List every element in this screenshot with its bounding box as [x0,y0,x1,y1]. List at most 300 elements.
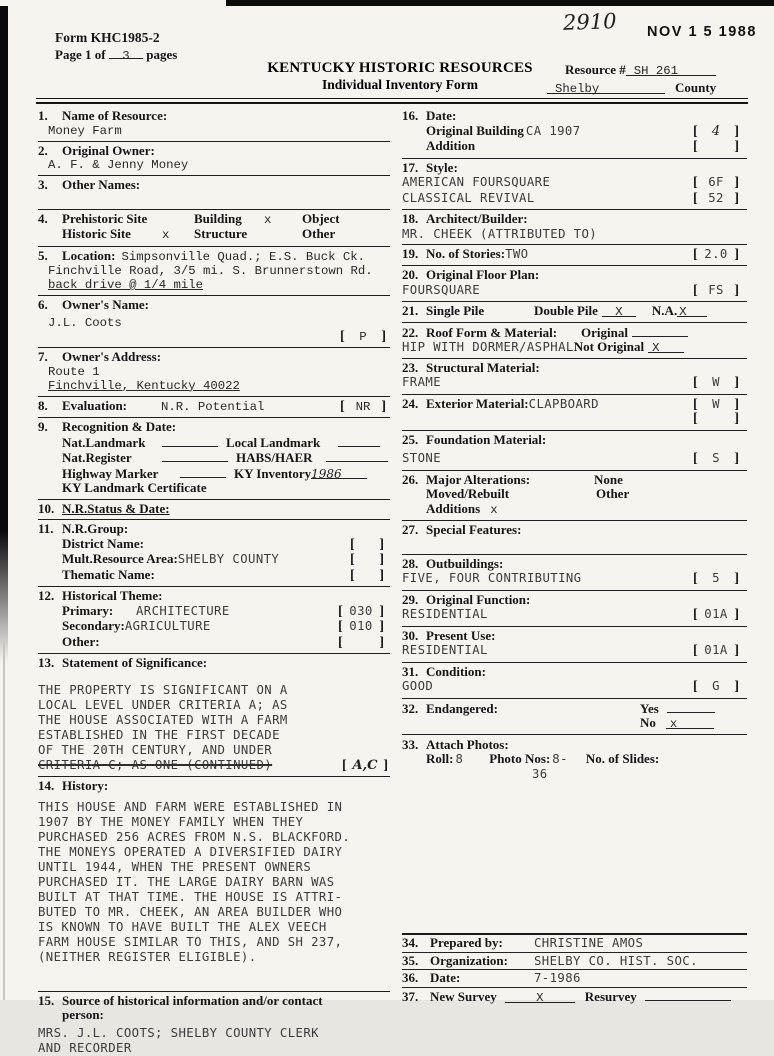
item-number: 8. [38,397,48,413]
nat-landmark-label: Nat.Landmark [62,434,146,450]
evaluation-value: N.R. Potential [161,399,265,414]
building-label: Building [194,210,242,226]
resurvey-label: Resurvey [584,988,637,1004]
field-19-no-of-stories [402,245,747,267]
bracket-open: [ [693,190,698,206]
local-landmark-label: Local Landmark [226,434,321,450]
object-label: Object [302,210,340,226]
nat-register-blank [162,450,228,462]
stories-value: TWO [505,246,529,261]
field-5-location [38,247,390,297]
bracket-open: [ [693,571,698,586]
field-8-evaluation [38,397,390,419]
field-9-recognition [38,418,390,500]
structural-material-code: W [712,375,720,389]
item-label: Other Names: [62,177,141,192]
item-label: Prepared by: [430,935,503,950]
page-count-line [55,47,177,63]
bracket-close: ] [734,451,739,466]
item-label: Historical Theme: [62,588,163,603]
addition-bracket [693,140,739,155]
item-number: 31. [402,663,419,679]
item-number: 9. [38,419,48,434]
history-line: BUILT AT THAT TIME. THE HOUSE IS ATTRI- [38,889,343,904]
roof-not-original-label: Not Original [573,339,645,354]
scan-artifact-left-edge [0,6,8,662]
scan-artifact-left-edge-faint [3,640,5,1000]
item-label: Evaluation: [62,397,128,413]
form-number: Form KHC1985-2 [55,30,160,45]
item-label: Outbuildings: [426,555,504,571]
style-1-code: 6F [708,175,724,189]
evaluation-code: NR [355,399,371,414]
field-32-endangered [402,699,747,735]
bracket-close: ] [734,246,739,262]
district-name-label: District Name: [62,535,144,551]
bracket-open: [ [693,411,698,426]
field-30-present-use [402,627,747,663]
item-label: Organization: [430,952,508,968]
foundation-material-value: STONE [402,451,442,465]
significance-line: THE HOUSE ASSOCIATED WITH A FARM [38,712,288,727]
bracket-open: [ [342,757,347,773]
history-line: PURCHASED IT. THE LARGE DAIRY BARN WAS [38,874,335,889]
item-label: Exterior Material: [426,395,529,411]
ky-inventory-value: 1986 [311,467,367,479]
bracket-close: ] [734,571,739,586]
structural-material-bracket [693,375,739,391]
field-21-pile [402,302,747,323]
survey-date-value: 7-1986 [534,971,581,985]
primary-theme-bracket [338,604,384,620]
item-number: 19. [402,245,419,261]
prepared-by-value: CHRISTINE AMOS [534,936,644,950]
resource-value: SH 261 [626,64,716,76]
field-22-roof-form [402,323,747,359]
field-33-attach-photos [402,735,747,781]
historic-site-mark: x [162,228,170,242]
exterior-material-bracket-2 [693,412,739,427]
right-column [402,107,747,781]
present-use-value: RESIDENTIAL [402,643,488,657]
item-label: Location: [62,247,116,263]
item-number: 36. [402,970,419,985]
resource-label: Resource # [565,62,626,77]
style-2-code: 52 [708,190,724,205]
item-number: 21. [402,303,419,318]
floor-plan-code: FS [708,282,724,297]
structure-label: Structure [194,226,248,241]
outbuildings-value: FIVE, FOUR CONTRIBUTING [402,571,582,585]
field-11-nr-group [38,520,390,587]
present-use-code: 01A [704,643,728,657]
bracket-close: ] [734,175,739,190]
bracket-close: ] [379,552,384,567]
owners-name-code-bracket [340,330,386,345]
bracket-close: ] [379,634,384,650]
significance-line: ESTABLISHED IN THE FIRST DECADE [38,727,280,742]
item-number: 4. [38,210,48,226]
style-2-bracket [693,191,739,207]
na-label: N.A. [651,303,678,318]
structural-material-value: FRAME [402,375,442,389]
condition-bracket [693,679,739,695]
source-line-1: MRS. J.L. COOTS; SHELBY COUNTY CLERK [38,1025,319,1040]
floor-plan-bracket [693,283,739,299]
roll-value: 8 [455,752,464,766]
field-28-outbuildings [402,555,747,591]
secondary-theme-bracket [338,619,384,635]
style-value-2: CLASSICAL REVIVAL [402,190,535,205]
roll-label: Roll: [426,751,454,766]
thematic-bracket [350,569,384,584]
bracket-open: [ [338,619,343,634]
date-received-stamp: NOV 1 5 1988 [647,24,757,40]
item-number: 23. [402,359,419,375]
field-3-other-names [38,176,390,210]
bracket-close: ] [379,603,384,619]
bracket-open: [ [693,139,698,154]
stories-code: 2.0 [704,246,728,261]
item-number: 26. [402,471,419,487]
field-25-foundation-material [402,431,747,471]
style-value-1: AMERICAN FOURSQUARE [402,175,551,189]
page-suffix: pages [146,47,178,62]
item-label: N.R.Status & Date: [62,500,170,516]
exterior-material-code: W [712,396,720,411]
field-20-original-floor-plan [402,266,747,302]
item-label: Original Floor Plan: [426,267,540,282]
item-number: 15. [38,992,55,1008]
alterations-additions-label: Additions [426,500,481,516]
bracket-open: [ [338,603,343,619]
county-value: Shelby [547,82,665,94]
resource-id-block [555,62,750,96]
item-number: 34. [402,935,419,950]
item-label: Statement of Significance: [62,655,208,670]
significance-line: OF THE 20TH CENTURY, AND UNDER [38,742,273,757]
history-line: THIS HOUSE AND FARM WERE ESTABLISHED IN [38,799,343,814]
item-number: 16. [402,108,419,123]
photo-nos-label: Photo Nos: [489,751,551,766]
prehistoric-site-label: Prehistoric Site [62,210,148,226]
roof-original-blank [632,325,688,337]
item-label: Date: [426,108,457,123]
item-number: 3. [38,177,48,192]
owners-address-line-2: Finchville, Kentucky 40022 [48,378,240,393]
history-line: BUTED TO MR. CHEEK, AN AREA BUILDER WHO [38,904,343,919]
exterior-material-bracket [693,397,739,413]
mult-resource-bracket [350,553,384,568]
item-label: Owner's Name: [62,297,150,312]
habs-haer-label: HABS/HAER [236,450,313,465]
history-line: PURCHASED 256 ACRES FROM N.S. BLACKFORD. [38,829,351,844]
item-label: Condition: [426,663,486,679]
item-label: Special Features: [426,522,522,537]
preparer-block [402,933,747,1005]
field-6-owners-name [38,296,390,348]
architect-builder-value: MR. CHEEK (ATTRIBUTED TO) [402,226,598,241]
ky-landmark-certificate-label: KY Landmark Certificate [62,480,207,495]
item-label: Recognition & Date: [62,419,177,434]
item-number: 25. [402,431,419,447]
bracket-close: ] [734,375,739,390]
field-34-prepared-by [402,935,747,953]
county-label: County [675,80,717,95]
item-number: 27. [402,522,419,537]
alterations-other-label: Other [596,486,630,501]
foundation-material-bracket [693,451,739,467]
name-of-resource-value: Money Farm [48,123,122,138]
bracket-open: [ [338,634,343,650]
field-17-style [402,159,747,211]
alterations-moved-label: Moved/Rebuilt [426,486,510,501]
bracket-open: [ [350,552,355,567]
na-mark: X [677,305,707,317]
field-35-organization [402,953,747,971]
secondary-theme-value: AGRICULTURE [124,619,211,633]
no-of-slides-label: No. of Slides: [585,751,660,766]
item-label: No. of Stories: [426,245,506,261]
floor-plan-value: FOURSQUARE [402,282,481,297]
item-number: 37. [402,988,419,1004]
exterior-material-value: CLAPBOARD [528,396,599,411]
field-4-resource-type [38,210,390,247]
item-number: 1. [38,108,48,123]
field-31-condition [402,663,747,699]
nat-register-label: Nat.Register [62,450,132,465]
field-27-special-features [402,521,747,555]
item-number: 28. [402,555,419,571]
field-23-structural-material [402,359,747,395]
bracket-close: ] [734,123,739,139]
ky-inventory-label: KY Inventory [234,465,312,481]
field-15-source-of-information [38,992,390,1056]
item-label: Roof Form & Material: [426,324,558,340]
history-line: UNTIL 1944, WHEN THE PRESENT OWNERS [38,859,312,874]
field-24-exterior-material [402,395,747,431]
history-line: (NEITHER REGISTER ELIGIBLE). [38,949,257,964]
item-number: 20. [402,267,419,282]
original-building-date: CA 1907 [525,123,581,138]
item-number: 22. [402,324,419,340]
bracket-close: ] [734,139,739,154]
highway-marker-label: Highway Marker [62,465,159,481]
bracket-open: [ [350,536,355,552]
original-function-value: RESIDENTIAL [402,607,488,621]
history-line: 1907 BY THE MONEY FAMILY WHEN THEY [38,814,304,829]
field-36-date [402,970,747,988]
significance-line-struck: CRITERIA C; AS ONE (CONTINUED) [38,757,273,772]
other-label: Other [302,226,336,241]
primary-theme-code: 030 [349,603,373,618]
field-12-historical-theme [38,587,390,654]
item-label: Attach Photos: [426,736,509,752]
bracket-close: ] [734,282,739,298]
left-column [38,107,390,1056]
owners-address-line-1: Route 1 [48,364,100,379]
outbuildings-code: 5 [712,571,720,585]
bracket-open: [ [693,282,698,298]
bracket-close: ] [734,679,739,694]
bracket-open: [ [693,396,698,412]
style-1-bracket [693,175,739,191]
primary-theme-label: Primary: [62,602,114,618]
page-prefix: Page 1 of [55,47,106,62]
double-pile-label: Double Pile [534,303,598,318]
owners-name-code: P [359,329,367,344]
original-function-bracket [693,607,739,623]
primary-theme-value: ARCHITECTURE [136,603,230,618]
criteria-code-handwritten: A,C [352,757,378,773]
bracket-open: [ [693,607,698,622]
bracket-close: ] [734,190,739,206]
outbuildings-bracket [693,571,739,587]
item-number: 29. [402,591,419,607]
bracket-open: [ [693,246,698,262]
field-29-original-function [402,591,747,627]
field-16-date [402,107,747,159]
significance-line: LOCAL LEVEL UNDER CRITERIA A; AS [38,697,288,712]
criteria-code-bracket [342,759,388,774]
item-label: Source of historical information and/or contact [62,992,323,1008]
secondary-theme-label: Secondary: [62,618,125,633]
page-number-blank [109,47,143,63]
item-number: 10. [38,500,55,516]
condition-value: GOOD [402,679,434,693]
item-number: 2. [38,142,48,158]
alterations-none-label: None [594,471,623,487]
present-use-bracket [693,643,739,659]
location-line-2: Finchville Road, 3/5 mi. S. Brunnerstown Rd. [48,264,373,278]
endangered-no-mark: x [666,717,714,729]
scan-artifact-top-edge [226,0,774,6]
mult-resource-area-label: Mult.Resource Area: [62,551,178,566]
original-function-code: 01A [704,607,728,621]
title-line-1: KENTUCKY HISTORIC RESOURCES [267,60,533,76]
header-separator-rule [36,98,748,104]
roof-not-original-mark: X [648,341,684,353]
item-number: 11. [38,521,54,536]
bracket-open: [ [693,175,698,190]
roof-original-label: Original [581,324,628,340]
form-title [240,60,560,93]
original-building-code-handwritten: 4 [711,123,721,139]
bracket-close: ] [381,328,386,344]
photo-nos-value: 8- [552,752,568,766]
double-pile-mark: X [602,305,636,317]
building-mark: x [264,212,272,227]
roof-form-value: HIP WITH DORMER/ASPHAL [402,340,574,354]
item-number: 5. [38,247,48,263]
bracket-close: ] [379,619,384,634]
field-10-nr-status [38,500,390,521]
other-theme-bracket [338,636,384,651]
handwritten-accession-number: 2910 [562,9,617,35]
bracket-close: ] [379,567,384,583]
item-label: Style: [426,159,458,175]
history-line: FARM HOUSE SIMILAR TO THIS, AND SH 237, [38,934,343,949]
field-14-history [38,777,390,992]
item-number: 17. [402,159,419,175]
field-1-name-of-resource [38,107,390,142]
item-number: 24. [402,395,419,411]
condition-code: G [712,679,720,693]
other-theme-label: Other: [62,633,100,649]
endangered-no-label: No [640,715,656,730]
bracket-open: [ [693,123,698,139]
bracket-close: ] [734,396,739,412]
bracket-open: [ [693,375,698,390]
photo-nos-value-2: 36 [532,766,548,781]
addition-label: Addition [426,138,476,153]
location-line-3: back drive @ 1/4 mile [48,278,203,292]
single-pile-label: Single Pile [426,303,485,318]
item-label: History: [62,778,109,793]
field-18-architect-builder [402,210,747,245]
item-number: 13. [38,655,55,670]
bracket-open: [ [693,451,698,466]
secondary-theme-code: 010 [349,619,373,633]
item-label: Present Use: [426,627,496,643]
item-label: Major Alterations: [426,471,531,487]
item-number: 35. [402,952,419,968]
original-owner-value: A. F. & Jenny Money [48,158,189,172]
item-label: Original Owner: [62,142,155,158]
evaluation-code-bracket [340,400,386,415]
item-label: Endangered: [426,700,498,716]
bracket-open: [ [340,328,345,344]
item-number: 33. [402,736,419,752]
item-label: Foundation Material: [426,431,547,447]
bracket-close: ] [734,411,739,426]
item-number: 30. [402,627,419,643]
new-survey-mark: X [505,991,575,1003]
bracket-close: ] [383,757,388,773]
item-number: 18. [402,211,419,226]
item-label: N.R.Group: [62,521,129,536]
page-number: 3 [122,49,130,63]
alterations-additions-mark: x [490,502,498,517]
resurvey-blank [645,989,731,1001]
title-line-2: Individual Inventory Form [321,77,479,92]
item-label: Original Function: [426,591,531,607]
original-building-label: Original Building [426,122,524,138]
field-26-major-alterations [402,471,747,522]
source-line-2: AND RECORDER [38,1040,132,1055]
item-label: Name of Resource: [62,108,168,123]
field-2-original-owner [38,142,390,177]
item-label: Date: [430,970,461,985]
local-landmark-blank [338,435,380,447]
bracket-close: ] [734,643,739,658]
new-survey-label: New Survey [430,988,497,1004]
bracket-close: ] [734,607,739,622]
mult-resource-area-value: SHELBY COUNTY [177,552,280,566]
owners-name-value: J.L. Coots [48,315,122,330]
thematic-name-label: Thematic Name: [62,566,155,582]
item-label: Structural Material: [426,359,540,375]
field-13-statement-of-significance [38,654,390,777]
bracket-open: [ [693,679,698,694]
field-7-owners-address [38,348,390,397]
field-37-survey-type [402,988,747,1006]
item-label-line-2: person: [62,1007,104,1022]
item-number: 12. [38,588,55,603]
item-number: 6. [38,297,48,312]
bracket-close: ] [381,398,386,414]
original-building-bracket [693,125,739,140]
